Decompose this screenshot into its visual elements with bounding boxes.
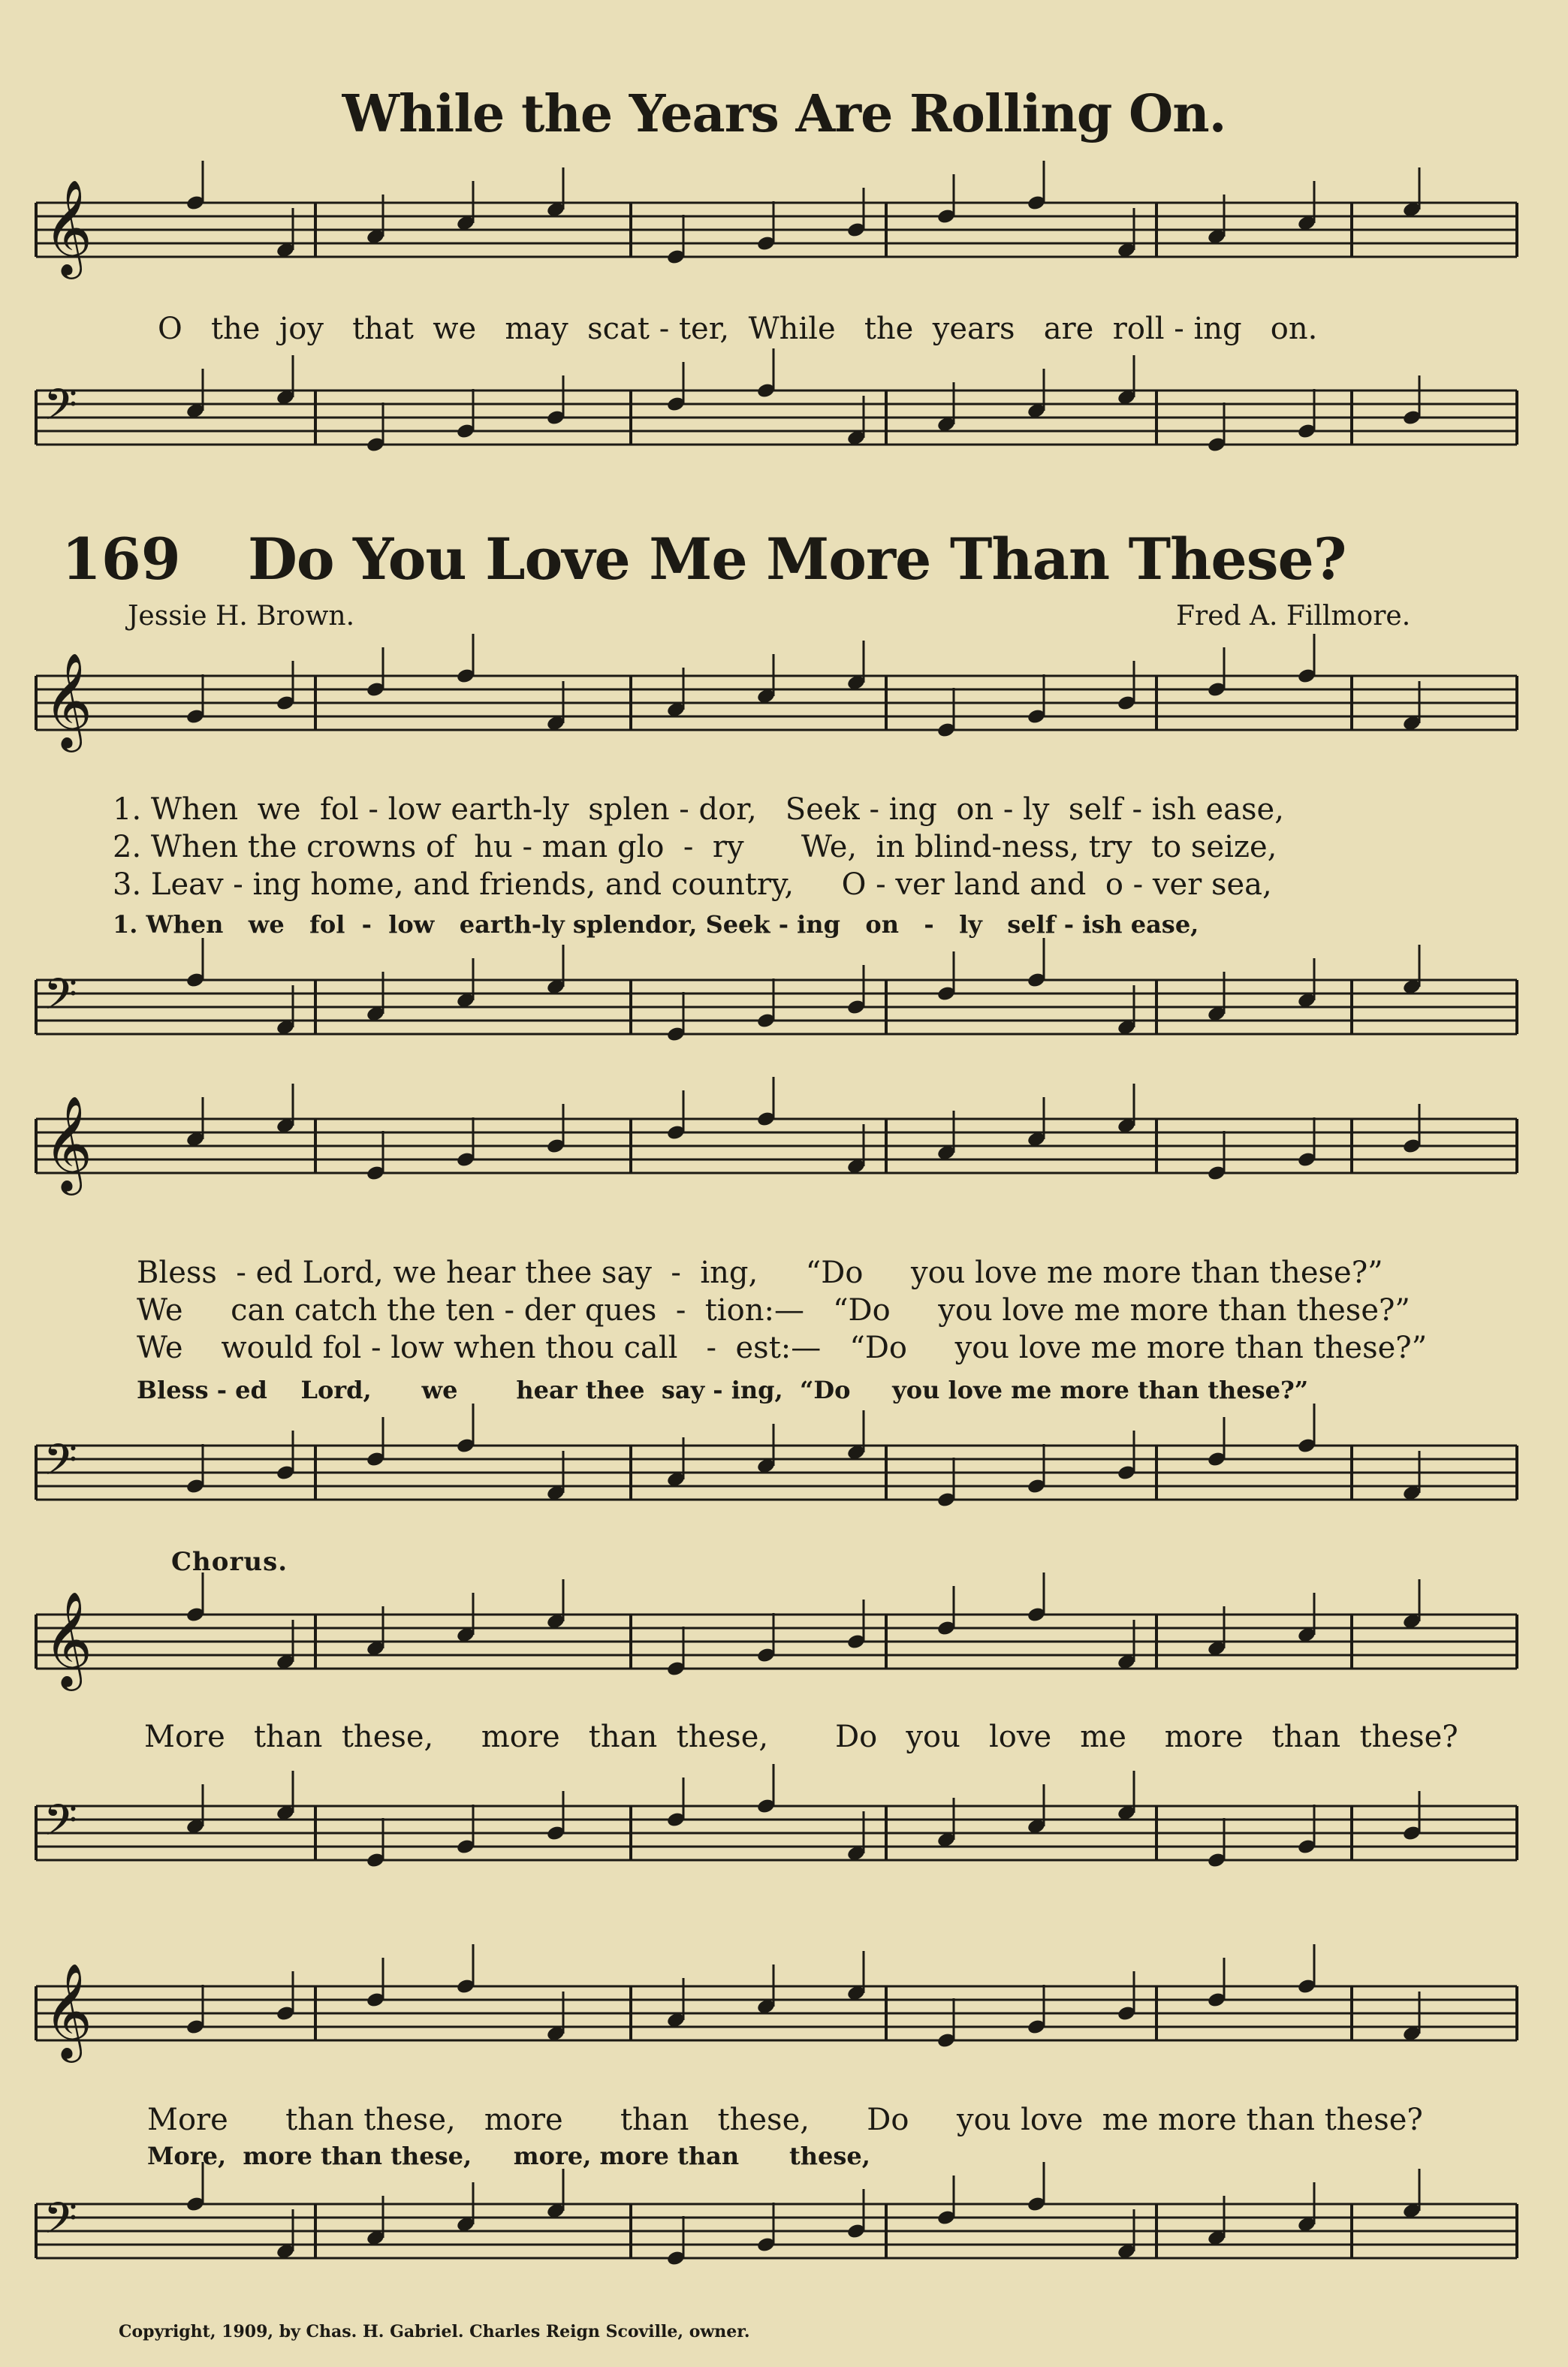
bass-clef-icon: 𝄢 <box>44 1434 78 1496</box>
system2-treble-staff <box>0 1095 1568 1209</box>
system2-bass-staff <box>0 1431 1568 1536</box>
chorus1-treble-staff <box>0 1591 1568 1705</box>
system2-verse2: We can catch the ten - der ques - tion:— “Do you love me more than these?” <box>137 1293 1410 1328</box>
bass-clef-icon: 𝄢 <box>44 1795 78 1856</box>
treble-clef-icon: 𝄞 <box>44 1095 93 1191</box>
system1-verse1: 1. When we fol - low earth-ly splen - dor, Seek - ing on - ly self - ish ease, <box>113 792 1284 827</box>
treble-clef-icon: 𝄞 <box>44 1591 93 1687</box>
previous-hymn-title: While the Years Are Rolling On. <box>342 84 1226 144</box>
system1-bass-lyric: 1. When we fol - low earth-ly splendor, Seek - ing on - ly self - ish ease, <box>113 910 1199 939</box>
system1-treble-staff <box>0 652 1568 766</box>
system2-verse3: We would fol - low when thou call - est:— “Do you love me more than these?” <box>137 1331 1428 1365</box>
system1-bass-staff <box>0 965 1568 1070</box>
system2-verse1: Bless - ed Lord, we hear thee say - ing, “Do you love me more than these?” <box>137 1256 1383 1290</box>
previous-hymn-treble-staff <box>0 179 1568 293</box>
copyright-notice: Copyright, 1909, by Chas. H. Gabriel. Charles Reign Scoville, owner. <box>119 2322 750 2341</box>
system2-bass-lyric: Bless - ed Lord, we hear thee say - ing, “Do you love me more than these?” <box>137 1376 1309 1404</box>
composer: Fred A. Fillmore. <box>1176 601 1411 632</box>
system1-verse2: 2. When the crowns of hu - man glo - ry We, in blind-ness, try to seize, <box>113 830 1277 864</box>
chorus-line2: More than these, more than these, Do you love me more than these? <box>147 2103 1423 2137</box>
previous-hymn-bass-staff <box>0 375 1568 481</box>
chorus2-treble-staff <box>0 1962 1568 2076</box>
bass-clef-icon: 𝄢 <box>44 2193 78 2254</box>
bass-clef-icon: 𝄢 <box>44 379 78 441</box>
previous-hymn-lyric: O the joy that we may scat - ter, While the years are roll - ing on. <box>158 312 1318 346</box>
chorus1-bass-staff <box>0 1791 1568 1896</box>
treble-clef-icon: 𝄞 <box>44 179 93 275</box>
treble-clef-icon: 𝄞 <box>44 1962 93 2058</box>
chorus-label: Chorus. <box>171 1547 288 1577</box>
hymn-number: 169 <box>62 526 181 593</box>
bass-clef-icon: 𝄢 <box>44 969 78 1030</box>
chorus2-bass-staff <box>0 2189 1568 2294</box>
lyricist: Jessie H. Brown. <box>128 601 355 632</box>
treble-clef-icon: 𝄞 <box>44 652 93 748</box>
hymn-title: Do You Love Me More Than These? <box>248 526 1346 593</box>
chorus-line2-bass: More, more than these, more, more than these, <box>147 2142 870 2170</box>
chorus-line1: More than these, more than these, Do you love me more than these? <box>144 1720 1458 1754</box>
system1-verse3: 3. Leav - ing home, and friends, and country, O - ver land and o - ver sea, <box>113 867 1272 902</box>
